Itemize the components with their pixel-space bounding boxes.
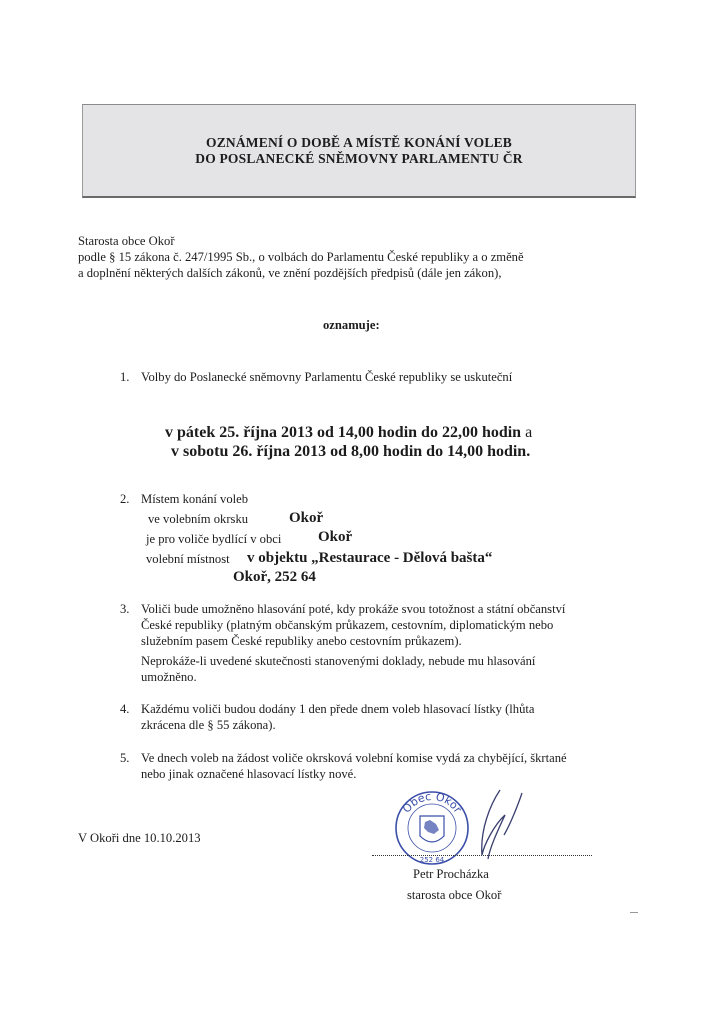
voters-label: je pro voliče bydlící v obci: [146, 532, 282, 546]
place-and-date: V Okoři dne 10.10.2013: [78, 831, 201, 845]
title-box: [82, 104, 636, 198]
item-5-number: 5.: [120, 751, 130, 765]
item-3-line-4: Neprokáže-li uvedené skutečnosti stanovenými doklady, nebude mu hlasování: [141, 654, 536, 668]
intro-line-3: a doplnění některých dalších zákonů, ve znění pozdějších předpisů (dále jen zákon),: [78, 266, 502, 280]
item-1-number: 1.: [120, 370, 130, 384]
stamp-ring-text: Obec Okoř: [399, 790, 465, 816]
item-3-line-2: České republiky (platným občanským průkazem, cestovním, diplomatickým nebo: [141, 618, 554, 632]
title-line-2: DO POSLANECKÉ SNĚMOVNY PARLAMENTU ČR: [195, 151, 523, 166]
district-label: ve volebním okrsku: [148, 512, 249, 526]
room-label: volební místnost: [146, 552, 230, 566]
item-5-line-2: nebo jinak označené hlasovací lístky nové.: [141, 767, 357, 781]
room-value: v objektu „Restaurace - Dělová bašta“: [247, 550, 493, 566]
item-3-number: 3.: [120, 602, 130, 616]
intro-line-2: podle § 15 zákona č. 247/1995 Sb., o volbách do Parlamentu České republiky a o změně: [78, 250, 524, 264]
item-2-number: 2.: [120, 492, 130, 506]
title-line-1: OZNÁMENÍ O DOBĚ A MÍSTĚ KONÁNÍ VOLEB: [206, 135, 512, 150]
handwritten-signature: [460, 785, 530, 865]
item-4-line-2: zkrácena dle § 55 zákona).: [141, 718, 276, 732]
signer-name: Petr Procházka: [413, 867, 489, 881]
election-date-2: v sobotu 26. října 2013 od 8,00 hodin do 14,00 hodin.: [171, 443, 531, 460]
district-value: Okoř: [289, 510, 324, 526]
lion-icon: [424, 820, 439, 834]
election-date-1: [165, 424, 532, 442]
item-4-number: 4.: [120, 702, 130, 716]
signature-dotted-line: [372, 855, 592, 856]
signer-title: starosta obce Okoř: [407, 888, 502, 902]
announces-heading: oznamuje:: [323, 318, 380, 332]
voters-value: Okoř: [318, 529, 353, 545]
intro-line-1: Starosta obce Okoř: [78, 234, 175, 248]
item-3-line-5: umožněno.: [141, 670, 197, 684]
room-address: Okoř, 252 64: [233, 569, 316, 585]
scan-mark: [630, 912, 638, 913]
election-date-1-text: v pátek 25. října 2013 od 14,00 hodin do 22,00 hodin: [165, 424, 522, 441]
item-2-line-1: Místem konání voleb: [141, 492, 249, 506]
item-4-line-1: Každému voliči budou dodány 1 den přede dnem voleb hlasovací lístky (lhůta: [141, 702, 535, 716]
item-5-line-1: Ve dnech voleb na žádost voliče okrsková volební komise vydá za chybějící, škrtané: [141, 751, 567, 765]
stamp-postal: 252 64: [419, 856, 445, 864]
item-1-text: Volby do Poslanecké sněmovny Parlamentu České republiky se uskuteční: [141, 370, 513, 384]
item-3-line-1: Voliči bude umožněno hlasování poté, kdy prokáže svou totožnost a státní občanství: [141, 602, 566, 616]
election-date-1-suffix: a: [525, 424, 533, 441]
item-3-line-3: služebním pasem České republiky anebo cestovním průkazem).: [141, 634, 462, 648]
